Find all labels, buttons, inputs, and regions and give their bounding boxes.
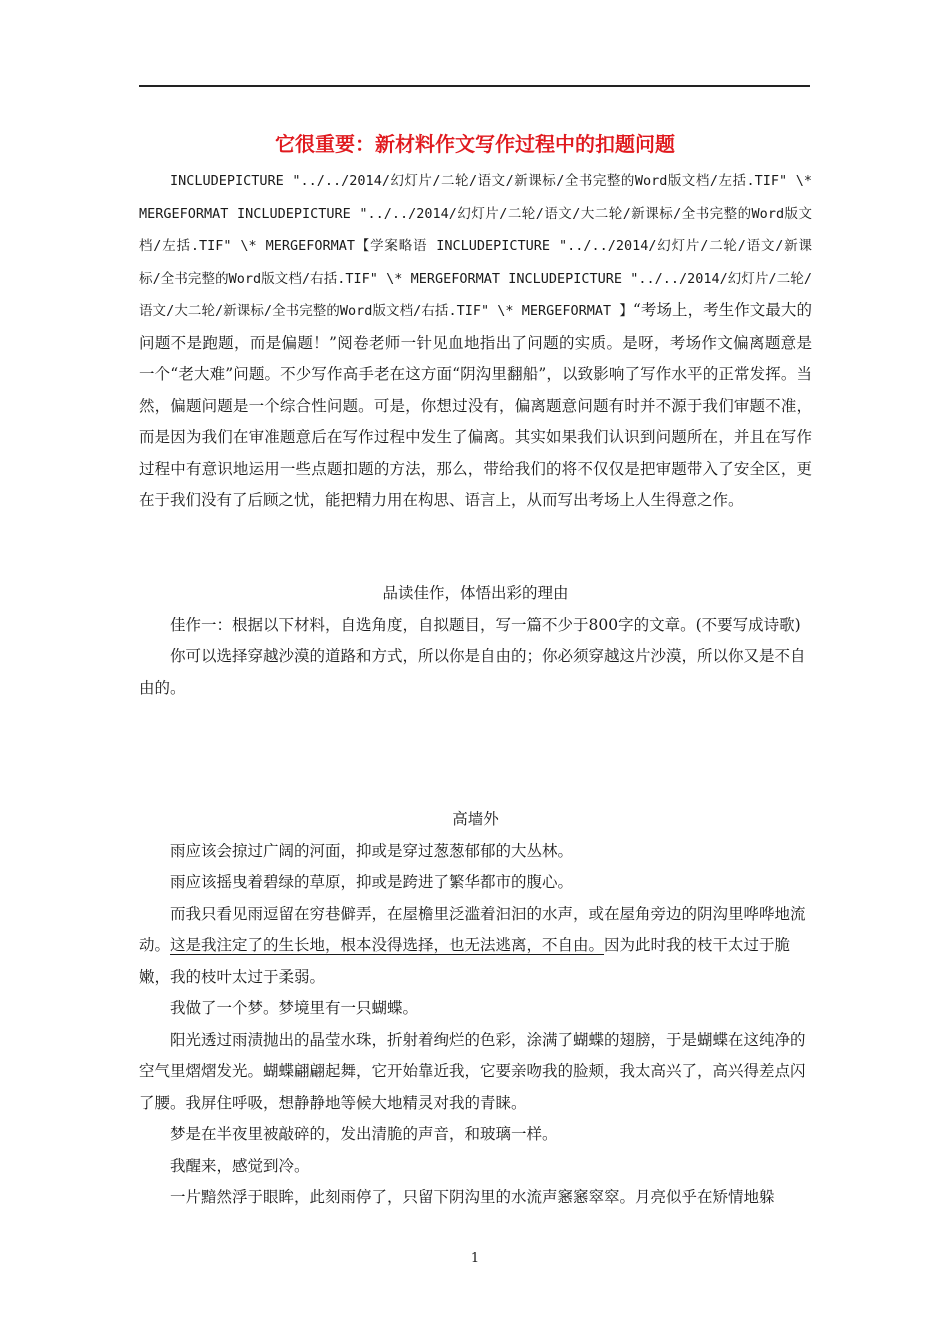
material-section	[139, 578, 812, 704]
header-rule	[139, 85, 810, 87]
section-heading: 品读佳作，体悟出彩的理由	[382, 584, 569, 602]
underlined-sentence: 这是我注定了的生长地，根本没得选择，也无法逃离，不自由。	[170, 936, 605, 954]
essay-title: 高墙外	[452, 810, 499, 828]
material-text: 你可以选择穿越沙漠的道路和方式，所以你是自由的；你必须穿越这片沙漠，所以你又是不自由的。	[139, 647, 806, 697]
page-title: 它很重要：新材料作文写作过程中的扣题问题	[275, 132, 675, 156]
includepicture-field-codes: INCLUDEPICTURE "../../2014/幻灯片/二轮/语文/新课标/全书完整的Word版文档/左括.TIF" \* MERGEFORMAT INCLUDEPICTURE "../../2014/幻灯片/二轮/语文/大二轮/新课标/全书完整的Word版文档/左括.TIF" \* MERGEFORMAT【学案略语 INCLUDEPICTURE "../../2014/幻灯片/二轮/语文/新课标/全书完整的Word版文档/右括.TIF" \* MERGEFORMAT INCLUDEPICTURE "../../2014/幻灯片/二轮/语文/大二轮/新课标/全书完整的Word版文档/右括.TIF" \* MERGEFORMAT 】	[139, 173, 812, 319]
essay-paragraph-5: 阳光透过雨渍抛出的晶莹水珠，折射着绚烂的色彩，涂满了蝴蝶的翅膀，于是蝴蝶在这纯净的空气里熠熠发光。蝴蝶翩翩起舞，它开始靠近我，它要亲吻我的脸颊，我太高兴了，高兴得差点闪了腰。我屏住呼吸，想静静地等候大地精灵对我的青睐。	[139, 1030, 806, 1112]
essay-paragraph-3	[139, 899, 812, 994]
essay-paragraph-3-start: 而我只看见雨逗留在穷巷僻弄，在屋檐里泛滥着汩汩的水声，或在屋角旁边的阴沟里哗哗地流动。	[139, 904, 806, 954]
essay-paragraph-7: 我醒来，感觉到冷。	[170, 1156, 310, 1175]
writing-prompt: 佳作一：根据以下材料，自选角度，自拟题目，写一篇不少于800字的文章。(不要写成诗歌)	[170, 615, 801, 634]
essay-section	[139, 804, 812, 1214]
essay-paragraph-3-end: 因为此时我的枝干太过于脆嫩，我的枝叶太过于柔弱。	[139, 936, 791, 986]
page-number: 1	[470, 1251, 480, 1266]
intro-paragraph	[139, 165, 812, 517]
essay-paragraph-4: 我做了一个梦。梦境里有一只蝴蝶。	[170, 999, 419, 1017]
essay-paragraph-1: 雨应该会掠过广阔的河面，抑或是穿过葱葱郁郁的大丛林。	[170, 841, 574, 860]
essay-paragraph-6: 梦是在半夜里被敲碎的，发出清脆的声音，和玻璃一样。	[170, 1125, 558, 1143]
essay-paragraph-2: 雨应该摇曳着碧绿的草原，抑或是跨进了繁华都市的腹心。	[170, 873, 574, 891]
intro-text: “考场上，考生作文最大的问题不是跑题，而是偏题！”阅卷老师一针见血地指出了问题的实质。是呀，考场作文偏离题意是一个“老大难”问题。不少写作高手老在这方面“阴沟里翻船”，以致影响了写作水平的正常发挥。当然，偏题问题是一个综合性问题。可是，你想过没有，偏离题意问题有时并不源于我们审题不准，而是因为我们在审准题意后在写作过程中发生了偏离。其实如果我们认识到问题所在，并且在写作过程中有意识地运用一些点题扣题的方法，那么，带给我们的将不仅仅是把审题带入了安全区，更在于我们没有了后顾之忧，能把精力用在构思、语言上，从而写出考场上人生得意之作。	[139, 301, 812, 509]
essay-paragraph-8: 一片黯然浮于眼眸，此刻雨停了，只留下阴沟里的水流声窸窸窣窣。月亮似乎在矫情地躲	[170, 1188, 775, 1206]
